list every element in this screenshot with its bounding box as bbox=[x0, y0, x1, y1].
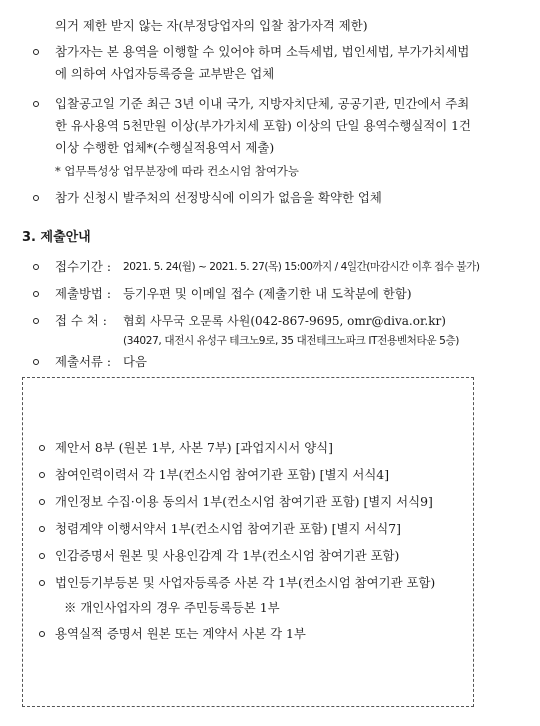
method-label: 제출방법 : bbox=[55, 286, 111, 301]
document-item: 인감증명서 원본 및 사용인감계 각 1부(컨소시엄 참여기관 포함) bbox=[55, 548, 400, 563]
place-address: (34027, 대전시 유성구 테크노9로, 35 대전테크노파크 IT전용벤처타운 5층) bbox=[123, 335, 460, 347]
eligibility-item3-line1: 입찰공고일 기준 최근 3년 이내 국가, 지방자치단체, 공공기관, 민간에서 주최 bbox=[55, 96, 470, 111]
bullet-icon bbox=[39, 631, 45, 637]
docs-label: 제출서류 : bbox=[55, 354, 111, 369]
documents-note: ※ 개인사업자의 경우 주민등록등본 1부 bbox=[64, 600, 280, 615]
eligibility-item3-note: * 업무특성상 업무분장에 따라 컨소시엄 참여가능 bbox=[55, 164, 299, 178]
document-item: 청렴계약 이행서약서 1부(컨소시엄 참여기관 포함) [별지 서식7] bbox=[55, 521, 401, 536]
section3-title: 3. 제출안내 bbox=[22, 230, 91, 245]
document-item: 법인등기부등본 및 사업자등록증 사본 각 1부(컨소시엄 참여기관 포함) bbox=[55, 575, 436, 590]
eligibility-item3-line3: 이상 수행한 업체*(수행실적용역서 제출) bbox=[55, 140, 275, 155]
bullet-icon bbox=[33, 291, 39, 297]
period-label: 접수기간 : bbox=[55, 259, 111, 274]
bullet-icon bbox=[39, 499, 45, 505]
document-item: 개인정보 수집·이용 동의서 1부(컨소시엄 참여기관 포함) [별지 서식9] bbox=[55, 494, 433, 509]
bullet-icon bbox=[39, 445, 45, 451]
bullet-icon bbox=[39, 553, 45, 559]
eligibility-item2-line2: 에 의하여 사업자등록증을 교부받은 업체 bbox=[55, 66, 275, 81]
period-value: 2021. 5. 24(월) ~ 2021. 5. 27(목) 15:00까지 / 4일간(마감시간 이후 접수 불가) bbox=[123, 261, 480, 273]
bullet-icon bbox=[39, 580, 45, 586]
place-label: 접 수 처 : bbox=[55, 313, 107, 328]
documents-box bbox=[22, 377, 474, 707]
method-value: 등기우편 및 이메일 접수 (제출기한 내 도착분에 한함) bbox=[123, 286, 412, 301]
eligibility-item4: 참가 신청시 발주처의 선정방식에 이의가 없음을 확약한 업체 bbox=[55, 190, 382, 205]
bullet-icon bbox=[33, 195, 39, 201]
place-value: 협회 사무국 오문록 사원(042-867-9695, omr@diva.or.kr) bbox=[123, 314, 446, 328]
document-item: 참여인력이력서 각 1부(컨소시엄 참여기관 포함) [별지 서식4] bbox=[55, 467, 390, 482]
bullet-icon bbox=[33, 318, 39, 324]
eligibility-item3-line2: 한 유사용역 5천만원 이상(부가가치세 포함) 이상의 단일 용역수행실적이 1건 bbox=[55, 118, 472, 133]
eligibility-item2-line1: 참가자는 본 용역을 이행할 수 있어야 하며 소득세법, 법인세법, 부가가치세법 bbox=[55, 44, 470, 59]
bullet-icon bbox=[33, 101, 39, 107]
bullet-icon bbox=[33, 264, 39, 270]
document-item: 제안서 8부 (원본 1부, 사본 7부) [과업지시서 양식] bbox=[55, 440, 333, 455]
eligibility-item1-continued: 의거 제한 받지 않는 자(부정당업자의 입찰 참가자격 제한) bbox=[55, 18, 368, 33]
bullet-icon bbox=[33, 49, 39, 55]
document-item-last: 용역실적 증명서 원본 또는 계약서 사본 각 1부 bbox=[55, 626, 306, 641]
bullet-icon bbox=[33, 359, 39, 365]
bullet-icon bbox=[39, 526, 45, 532]
bullet-icon bbox=[39, 472, 45, 478]
docs-value: 다음 bbox=[123, 354, 147, 369]
